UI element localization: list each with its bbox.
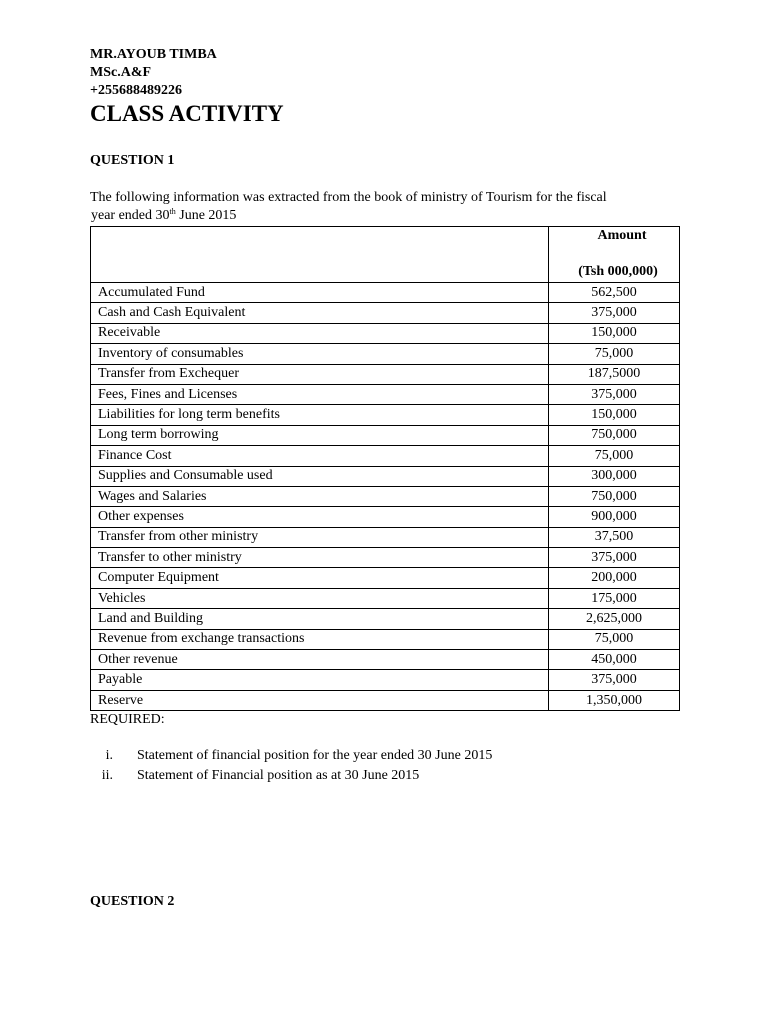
table-row: [91, 568, 680, 588]
row-amount: 750,000: [549, 425, 680, 445]
row-amount: 75,000: [549, 344, 680, 364]
intro-text-end: June 2015: [175, 208, 237, 223]
row-item-label: Supplies and Consumable used: [91, 466, 549, 486]
table-row: [91, 690, 680, 710]
row-amount: 375,000: [549, 670, 680, 690]
table-row: [91, 486, 680, 506]
row-item-label: Vehicles: [91, 588, 549, 608]
row-amount: 900,000: [549, 507, 680, 527]
table-row: [91, 527, 680, 547]
table-row: [91, 283, 680, 303]
intro-line-2: [90, 208, 236, 223]
author-name: MR.AYOUB TIMBA: [90, 47, 217, 62]
row-item-label: Reserve: [91, 690, 549, 710]
question-2-heading: QUESTION 2: [90, 894, 175, 909]
ordinal-suffix: th: [169, 207, 176, 216]
table-header-amount: [549, 227, 680, 283]
row-item-label: Wages and Salaries: [91, 486, 549, 506]
row-item-label: Transfer to other ministry: [91, 548, 549, 568]
table-header-blank: [91, 227, 549, 283]
balances-table: [90, 226, 680, 711]
row-amount: 75,000: [549, 629, 680, 649]
requirement-text: Statement of financial position for the year ended 30 June 2015: [137, 748, 493, 763]
row-item-label: Inventory of consumables: [91, 344, 549, 364]
row-item-label: Cash and Cash Equivalent: [91, 303, 549, 323]
document-title: CLASS ACTIVITY: [90, 101, 284, 126]
table-row: [91, 446, 680, 466]
row-amount: 175,000: [549, 588, 680, 608]
row-amount: 200,000: [549, 568, 680, 588]
required-label: REQUIRED:: [90, 712, 165, 727]
row-item-label: Payable: [91, 670, 549, 690]
intro-text: year ended 30: [91, 208, 170, 223]
row-amount: 375,000: [549, 548, 680, 568]
row-item-label: Fees, Fines and Licenses: [91, 384, 549, 404]
question-1-heading: QUESTION 1: [90, 153, 175, 168]
author-qualification: MSc.A&F: [90, 65, 152, 80]
table-row: [91, 629, 680, 649]
table-row: [91, 405, 680, 425]
row-item-label: Other expenses: [91, 507, 549, 527]
row-amount: 750,000: [549, 486, 680, 506]
row-amount: 37,500: [549, 527, 680, 547]
row-item-label: Land and Building: [91, 609, 549, 629]
author-phone: +255688489226: [90, 83, 182, 98]
table-row: [91, 670, 680, 690]
table-row: [91, 507, 680, 527]
row-amount: 187,5000: [549, 364, 680, 384]
table-row: [91, 384, 680, 404]
row-amount: 150,000: [549, 323, 680, 343]
row-amount: 300,000: [549, 466, 680, 486]
intro-line-1: The following information was extracted from the book of ministry of Tourism for the fiscal: [90, 190, 607, 205]
table-row: [91, 548, 680, 568]
question-1-intro: [90, 189, 680, 225]
row-item-label: Transfer from Exchequer: [91, 364, 549, 384]
row-item-label: Liabilities for long term benefits: [91, 405, 549, 425]
row-item-label: Other revenue: [91, 650, 549, 670]
row-amount: 75,000: [549, 446, 680, 466]
table-row: [91, 344, 680, 364]
requirement-number: i.: [105, 748, 113, 763]
row-amount: 375,000: [549, 384, 680, 404]
row-amount: 1,350,000: [549, 690, 680, 710]
row-amount: 562,500: [549, 283, 680, 303]
requirement-number: ii.: [101, 768, 113, 783]
row-item-label: Computer Equipment: [91, 568, 549, 588]
row-amount: 150,000: [549, 405, 680, 425]
row-item-label: Finance Cost: [91, 446, 549, 466]
table-row: [91, 303, 680, 323]
row-item-label: Transfer from other ministry: [91, 527, 549, 547]
table-row: [91, 425, 680, 445]
row-item-label: Accumulated Fund: [91, 283, 549, 303]
unit-header: (Tsh 000,000): [578, 264, 658, 279]
table-row: [91, 364, 680, 384]
table-row: [91, 609, 680, 629]
row-item-label: Long term borrowing: [91, 425, 549, 445]
table-header-row: [91, 227, 680, 283]
table-row: [91, 466, 680, 486]
row-amount: 2,625,000: [549, 609, 680, 629]
table-row: [91, 650, 680, 670]
row-amount: 375,000: [549, 303, 680, 323]
row-amount: 450,000: [549, 650, 680, 670]
table-row: [91, 323, 680, 343]
row-item-label: Receivable: [91, 323, 549, 343]
row-item-label: Revenue from exchange transactions: [91, 629, 549, 649]
table-body: [91, 227, 680, 711]
requirement-text: Statement of Financial position as at 30 June 2015: [137, 768, 420, 783]
amount-header: Amount: [597, 228, 647, 243]
table-row: [91, 588, 680, 608]
